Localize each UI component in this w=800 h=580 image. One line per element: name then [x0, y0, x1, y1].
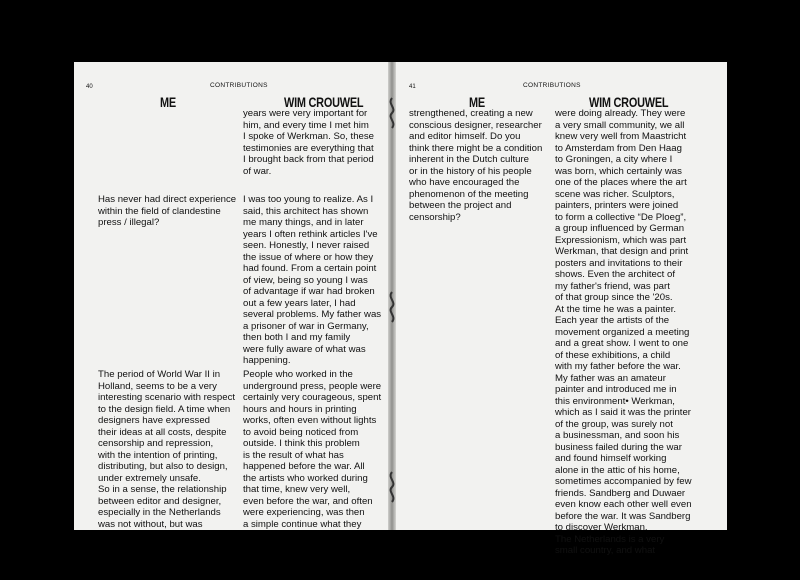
running-head: CONTRIBUTIONS: [523, 82, 581, 89]
binding-stitch-icon: [386, 470, 398, 504]
binding-stitch-icon: [386, 96, 398, 130]
right-page: [393, 62, 727, 556]
column-head-wim-crouwel: WIM CROUWEL: [284, 94, 364, 110]
question-text: Has never had direct experience within the field of clandestine press / illegal?: [98, 194, 237, 228]
column-head-me: ME: [160, 94, 176, 110]
page-number: 41: [409, 84, 416, 90]
column-head-wim-crouwel: WIM CROUWEL: [589, 94, 669, 110]
column-head-me: ME: [469, 94, 485, 110]
answer-text: were doing already. They were a very small community, we all knew very well from Maastricht to Amsterdam from Den Haag to Groningen, a city where I was born, which certainly was one of the places where the art scene was richer. Sculptors, painters, printers were joined to form a collective “De Ploeg”, a group influenced by German Expressionism, which was part Werkman, that design and print posters and invitations to their shows. Even the architect of my father's friend, was part of that group since the '20s. At the time he was a painter. Each year the artists of the movement organized a meeting and a great show. I went to one of these exhibitions, a child with my father before the war. My father was an amateur painter and introduced me in this environment• Werkman, which as I said it was the printer of the group, was surely not a businessman, and soon his business failed during the war and found himself working alone in the attic of his home, sometimes accompanied by few friends. Sandberg and Duwaer even know each other well even before the war. It was Sandberg to discover Werkman. The Netherlands is a very small country, and what: [555, 108, 692, 556]
answer-text: People who worked in the underground press, people were certainly very courageous, spent hours and hours in printing works, often even without lights to avoid being noticed from outside. I think this problem is the result of what has happened before the war. All the artists who worked during that time, knew very well, even before the war, and often were experiencing, was then a simple continue what they: [243, 369, 382, 530]
left-page: [74, 62, 391, 530]
running-head: CONTRIBUTIONS: [210, 82, 268, 89]
answer-text: I was too young to realize. As I said, this architect has shown me many things, and in later years I often rethink articles I've seen. Honestly, I never raised the issue of where or how they had found. From a certain point of view, being so young I was of advantage if war had broken out a few years later, I had several problems. My father was a prisoner of war in Germany, then both I and my family were fully aware of what was happening.: [243, 194, 382, 366]
question-text: strengthened, creating a new conscious designer, researcher and editor himself. Do you think there might be a condition inherent in the Dutch culture or in the history of his people who have encouraged the phenomenon of the meeting between the project and censorship?: [409, 108, 543, 223]
page-number: 40: [86, 84, 93, 90]
answer-text: years were very important for him, and every time I met him I spoke of Werkman. So, these testimonies are everything that I brought back from that period of war.: [243, 108, 375, 177]
question-text: The period of World War II in Holland, seems to be a very interesting scenario with respect to the design field. A time when designers have expressed their ideas at all costs, despite censorship and repression, with the intention of printing, distributing, but also to design, under extremely unsafe. So in a sense, the relationship between editor and designer, especially in the Netherlands was not without, but was: [98, 369, 236, 530]
binding-stitch-icon: [386, 290, 398, 324]
